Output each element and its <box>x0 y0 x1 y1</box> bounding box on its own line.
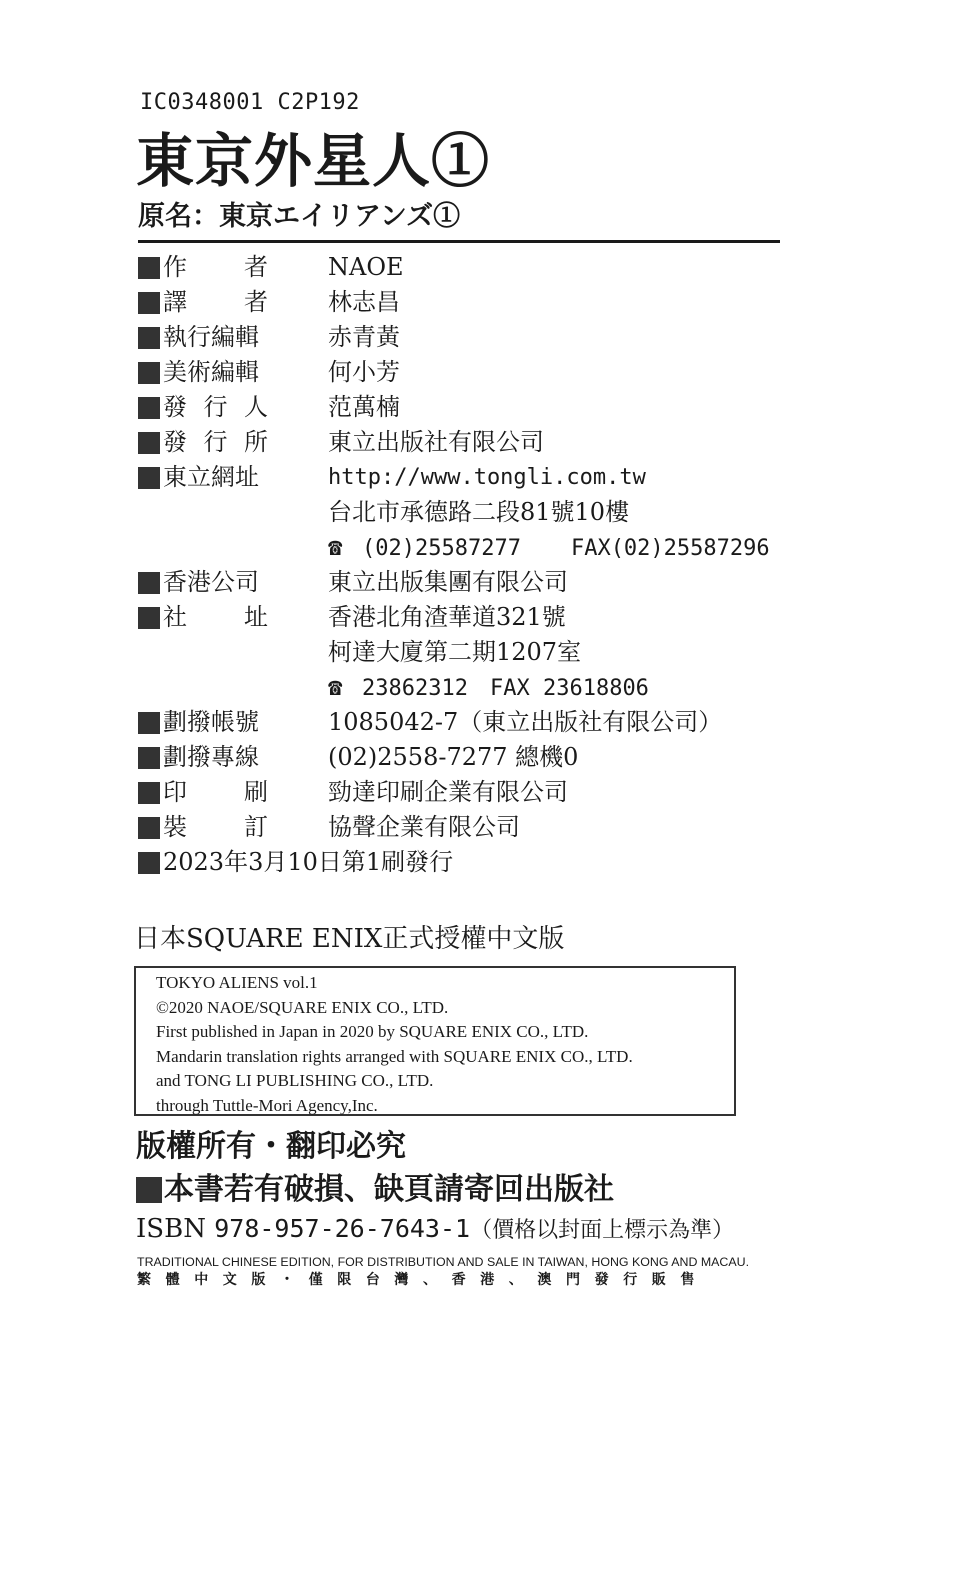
hk-company-row <box>138 565 788 600</box>
hk-address-row <box>138 600 788 635</box>
credit-row <box>138 425 788 460</box>
tongli-phone-row <box>138 530 788 565</box>
bullet-square <box>138 432 160 454</box>
payment-account-label: 劃撥帳號 <box>163 708 259 736</box>
telephone-icon: ☎ <box>328 533 343 561</box>
tongli-fax: FAX(02)25587296 <box>570 536 770 561</box>
hk-address-1: 香港北角渣華道321號 <box>328 603 566 631</box>
title-rule <box>138 240 780 243</box>
license-line: through Tuttle-Mori Agency,Inc. <box>156 1095 378 1115</box>
distribution-chinese: 繁體中文版・僅限台灣、香港、澳門發行販售 <box>137 1272 709 1288</box>
license-heading: 日本SQUARE ENIX正式授權中文版 <box>134 924 565 954</box>
distribution-english: TRADITIONAL CHINESE EDITION, FOR DISTRIBUTION AND SALE IN TAIWAN, HONG KONG AND MACAU. <box>137 1255 750 1269</box>
bullet-square <box>138 817 160 839</box>
bullet-square <box>138 292 160 314</box>
tongli-address-row <box>138 495 788 530</box>
credit-row <box>138 250 788 285</box>
hk-company: 東立出版集團有限公司 <box>328 568 568 596</box>
credit-label: 作 者 <box>163 253 268 281</box>
bullet-square <box>138 257 160 279</box>
credit-label: 美術編輯 <box>163 358 259 386</box>
bullet-square <box>138 607 160 629</box>
credit-value: NAOE <box>328 253 404 281</box>
printer-label: 印 刷 <box>163 778 268 806</box>
bullet-square <box>138 327 160 349</box>
payment-line: (02)2558-7277 總機0 <box>328 743 579 771</box>
bullet-square <box>138 712 160 734</box>
binder: 協聲企業有限公司 <box>328 813 520 841</box>
credit-label: 譯 者 <box>163 288 268 316</box>
bullet-square <box>138 782 160 804</box>
binder-label: 裝 訂 <box>163 813 268 841</box>
bullet-square <box>136 1177 162 1203</box>
payment-line-row <box>138 740 788 775</box>
payment-account: 1085042-7（東立出版社有限公司） <box>328 708 723 736</box>
credit-row <box>138 320 788 355</box>
credit-label: 東立網址 <box>163 463 259 491</box>
hk-address-2: 柯達大廈第二期1207室 <box>328 638 582 666</box>
credit-value: 范萬楠 <box>328 393 400 421</box>
payment-account-row <box>138 705 788 740</box>
credit-label: 發 行 所 <box>163 428 268 456</box>
credit-value: 林志昌 <box>328 288 400 316</box>
bullet-square <box>138 397 160 419</box>
payment-line-label: 劃撥專線 <box>163 743 259 771</box>
license-line: and TONG LI PUBLISHING CO., LTD. <box>156 1071 434 1091</box>
telephone-icon: ☎ <box>328 673 343 701</box>
credit-value: http://www.tongli.com.tw <box>328 465 646 490</box>
binder-row <box>138 810 788 845</box>
printer-row <box>138 775 788 810</box>
credit-label: 發 行 人 <box>163 393 268 421</box>
credit-row <box>138 285 788 320</box>
tongli-phone: (02)25587277 <box>362 536 521 561</box>
credit-value: 東立出版社有限公司 <box>328 428 544 456</box>
product-code: IC0348001 C2P192 <box>140 90 360 115</box>
bullet-square <box>138 572 160 594</box>
tongli-address: 台北市承德路二段81號10樓 <box>328 498 630 526</box>
license-line: Mandarin translation rights arranged with SQUARE ENIX CO., LTD. <box>156 1046 633 1066</box>
bullet-square <box>138 467 160 489</box>
bullet-square <box>138 852 160 874</box>
hk-address-label: 社 址 <box>163 603 268 631</box>
rights-notice: 版權所有・翻印必究 <box>136 1129 406 1164</box>
hk-fax: 23618806 <box>542 676 649 701</box>
isbn-note: （價格以封面上標示為準） <box>470 1218 735 1243</box>
hk-address-row-2 <box>138 635 788 670</box>
isbn-row <box>136 1211 734 1249</box>
license-box <box>134 966 736 1116</box>
publish-date-row <box>138 845 788 880</box>
isbn-prefix: ISBN <box>136 1214 206 1244</box>
credits-block <box>138 250 788 880</box>
credit-value: 赤青黃 <box>328 323 400 351</box>
damage-notice: 本書若有破損、缺頁請寄回出版社 <box>164 1172 614 1207</box>
hk-phone-row <box>138 670 788 705</box>
credit-row <box>138 460 788 495</box>
hk-phone: 23862312 <box>362 676 468 701</box>
hk-fax-label: FAX <box>489 676 530 701</box>
book-title: 東京外星人① <box>136 127 491 195</box>
original-title: 原名：東京エイリアンズ① <box>138 201 461 232</box>
credit-label: 執行編輯 <box>163 323 259 351</box>
credit-value: 何小芳 <box>328 358 400 386</box>
license-line: ©2020 NAOE/SQUARE ENIX CO., LTD. <box>156 997 449 1017</box>
bullet-square <box>138 747 160 769</box>
publish-date: 2023年3月10日第1刷發行 <box>163 848 454 876</box>
damage-notice-row <box>136 1170 614 1210</box>
credit-row <box>138 390 788 425</box>
printer: 勁達印刷企業有限公司 <box>328 778 568 806</box>
hk-company-label: 香港公司 <box>163 568 259 596</box>
credit-row <box>138 355 788 390</box>
isbn-number: 978-957-26-7643-1 <box>214 1214 471 1243</box>
license-line: TOKYO ALIENS vol.1 <box>156 973 318 992</box>
license-line: First published in Japan in 2020 by SQUARE ENIX CO., LTD. <box>156 1022 589 1042</box>
bullet-square <box>138 362 160 384</box>
